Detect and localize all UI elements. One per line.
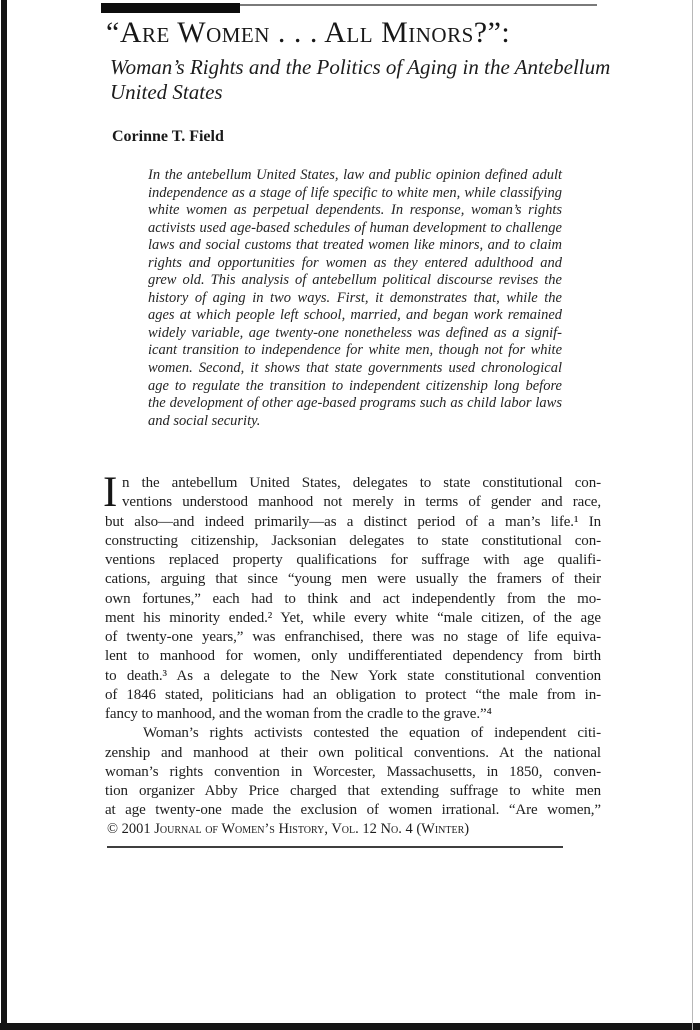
scan-edge-right bbox=[692, 0, 693, 1030]
text-line: icant transition to independence for white men, though not for white bbox=[148, 342, 562, 359]
text-line: rights and opportunities for women as they entered adulthood and bbox=[148, 254, 562, 271]
text-line: and social security. bbox=[148, 412, 261, 429]
article-subtitle bbox=[110, 55, 610, 105]
text-line: grew old. This analysis of antebellum political discourse revises the bbox=[148, 272, 562, 289]
article-body bbox=[103, 469, 601, 821]
header-rule-thick bbox=[101, 3, 240, 13]
scan-edge-left bbox=[1, 0, 7, 1030]
text-line: zenship and manhood at their own political conventions. At the national bbox=[105, 744, 601, 761]
text-line: ventions replaced property qualifications for suffrage with age qualifi- bbox=[105, 552, 601, 568]
footer-rule bbox=[107, 846, 563, 848]
author-name: Corinne T. Field bbox=[112, 128, 224, 145]
text-line: widely variable, age twenty-one nonetheless was defined as a signif- bbox=[148, 324, 562, 341]
text-line: activists used age-based schedules of human development to challenge bbox=[148, 219, 562, 236]
text-line: constructing citizenship, Jacksonian delegates to state constitutional con- bbox=[105, 532, 601, 549]
subtitle-line: United States bbox=[110, 80, 223, 104]
text-line: history of aging in two ways. First, it demonstrates that, while the bbox=[148, 289, 562, 306]
header-rule-thin bbox=[240, 4, 597, 6]
text-line: women. Second, it shows that state governments used chronological bbox=[148, 360, 562, 377]
text-line: n the antebellum United States, delegates to state constitutional con- bbox=[122, 475, 601, 491]
text-line: cations, arguing that since “young men were usually the framers of their bbox=[105, 571, 601, 588]
text-line: ventions understood manhood not merely in terms of gender and race, bbox=[122, 494, 601, 511]
scan-edge-bottom bbox=[0, 1023, 700, 1030]
copyright-line: © 2001 Journal of Women’s History, Vol. 12 No. 4 (Winter) bbox=[107, 821, 470, 837]
paragraph-lines bbox=[103, 469, 601, 724]
text-line: at age twenty-one made the exclusion of women irrational. “Are women,” bbox=[105, 802, 601, 819]
article-title: “Are Women . . . All Minors?”: bbox=[106, 16, 511, 49]
text-line: laws and social customs that treated women like minors, and to claim bbox=[148, 237, 562, 254]
text-line: age to regulate the transition to independent citizenship long before bbox=[148, 377, 562, 394]
text-line: ages at which people left school, married, and began work remained bbox=[148, 307, 562, 324]
abstract-block bbox=[148, 167, 562, 430]
text-line: tion organizer Abby Price charged that extending suffrage to white men bbox=[105, 783, 601, 799]
text-line: of 1846 stated, politicians had an obligation to protect “the male from in- bbox=[105, 686, 601, 703]
text-line: fancy to manhood, and the woman from the cradle to the grave.”⁴ bbox=[105, 706, 492, 722]
text-line: In the antebellum United States, law and public opinion defined adult bbox=[148, 167, 562, 183]
body-paragraph bbox=[103, 469, 601, 724]
text-line: lent to manhood for women, only undifferentiated dependency from birth bbox=[105, 648, 601, 665]
dropcap-letter: I bbox=[103, 469, 118, 516]
text-line: independence as a stage of life specific to white men, while classifying bbox=[148, 184, 562, 201]
text-line: but also—and indeed primarily—as a distinct period of a man’s life.¹ In bbox=[105, 513, 601, 530]
body-paragraph bbox=[105, 724, 601, 820]
text-line: own fortunes,” each had to think and act independently from the mo- bbox=[105, 590, 601, 607]
text-line: woman’s rights convention in Worcester, Massachusetts, in 1850, conven- bbox=[105, 763, 601, 780]
text-line: of twenty-one years,” was enfranchised, there was no stage of life equiva- bbox=[105, 629, 601, 645]
text-line: the development of other age-based programs such as child labor laws bbox=[148, 395, 562, 412]
subtitle-line: Woman’s Rights and the Politics of Aging in the Antebellum bbox=[110, 55, 611, 79]
text-line: white women as perpetual dependents. In response, woman’s rights bbox=[148, 202, 562, 219]
text-line: ment his minority ended.² Yet, while every white “male citizen, of the age bbox=[105, 609, 601, 626]
text-line: to death.³ As a delegate to the New York state constitutional convention bbox=[105, 667, 601, 684]
text-line: Woman’s rights activists contested the equation of independent citi- bbox=[143, 725, 601, 742]
